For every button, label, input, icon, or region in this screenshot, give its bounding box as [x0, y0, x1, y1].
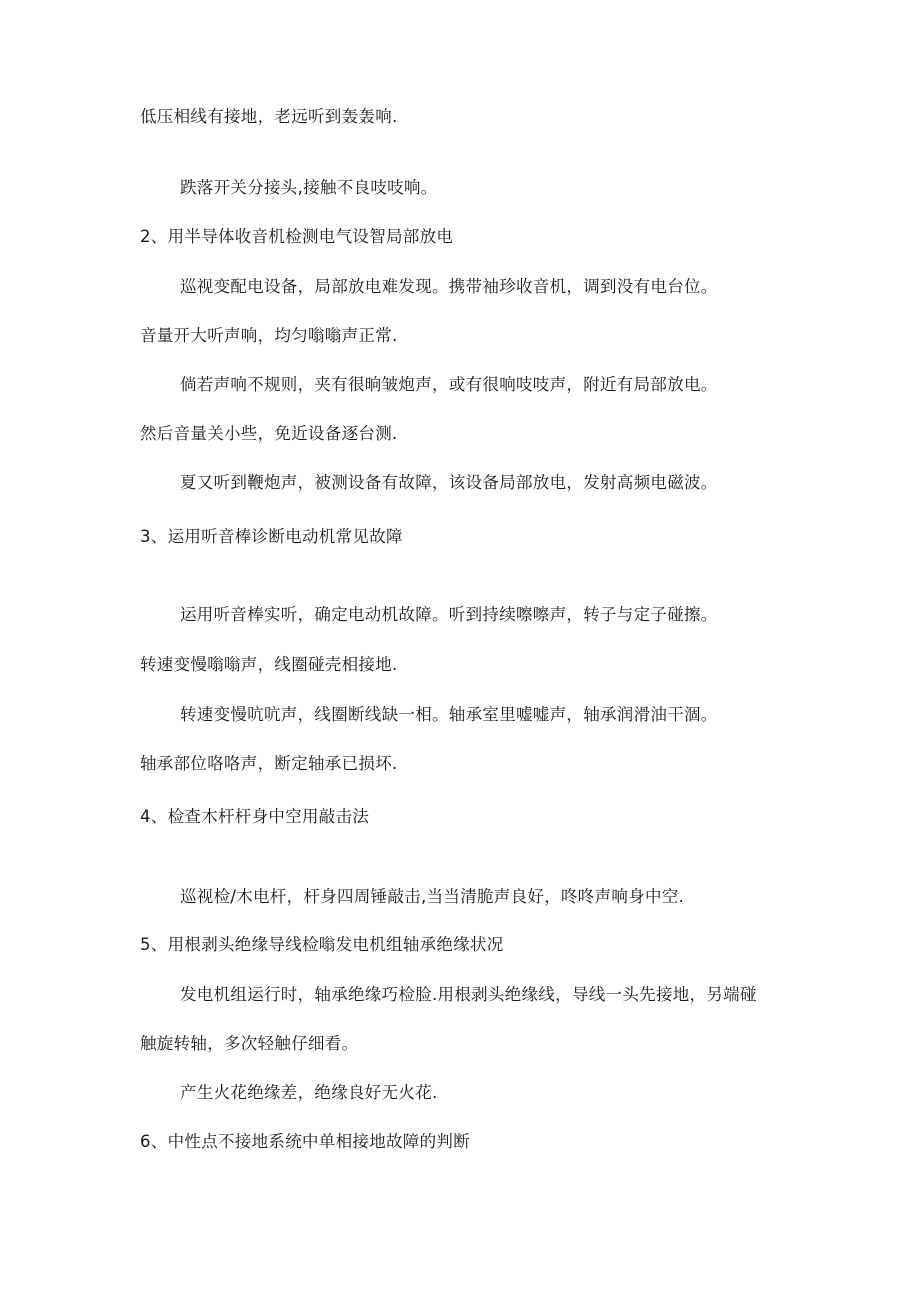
section-heading: 3、运用听音棒诊断电动机常见故障	[140, 527, 403, 546]
section-heading: 6、中性点不接地系统中单相接地故障的判断	[140, 1132, 470, 1151]
body-line: 巡视检/木电杆，杆身四周锤敲击,当当清脆声良好，咚咚声响身中空.	[180, 887, 685, 906]
body-line: 夏又听到鞭炮声，被测设备有故障，该设备局部放电，发射高频电磁波。	[180, 473, 718, 492]
section-heading: 5、用根剥头绝缘导线检嗡发电机组轴承绝缘状况	[140, 935, 504, 954]
body-line: 跌落开关分接头,接触不良吱吱响。	[180, 178, 438, 197]
body-line: 巡视变配电设备，局部放电难发现。携带袖珍收音机，调到没有电台位。	[180, 277, 718, 296]
body-line: 运用听音棒实听，确定电动机故障。听到持续嚓嚓声，转子与定子碰擦。	[180, 605, 718, 624]
body-line: 触旋转轴，多次轻触仔细看。	[140, 1034, 359, 1053]
section-heading: 4、检查木杆杆身中空用敲击法	[140, 807, 370, 826]
body-line: 产生火花绝缘差，绝缘良好无火花.	[180, 1083, 438, 1102]
body-line: 转速变慢吭吭声，线圈断线缺一相。轴承室里嘘嘘声，轴承润滑油干涸。	[180, 705, 718, 724]
body-line: 发电机组运行时，轴承绝缘巧检脸.用根剥头绝缘线，导线一头先接地，另端碰	[180, 985, 757, 1004]
section-heading: 2、用半导体收音机检测电气设智局部放电	[140, 227, 454, 246]
body-line: 转速变慢嗡嗡声，线圈碰壳相接地.	[140, 655, 398, 674]
body-line: 低压相线有接地，老远听到轰轰响.	[140, 107, 398, 126]
body-line: 倘若声响不规则，夹有很晌皱炮声，或有很响吱吱声，附近有局部放电。	[180, 375, 718, 394]
body-line: 音量开大听声响，均匀嗡嗡声正常.	[140, 326, 398, 345]
body-line: 轴承部位咯咯声，断定轴承已损坏.	[140, 754, 398, 773]
body-line: 然后音量关小些，免近设备逐台测.	[140, 424, 398, 443]
